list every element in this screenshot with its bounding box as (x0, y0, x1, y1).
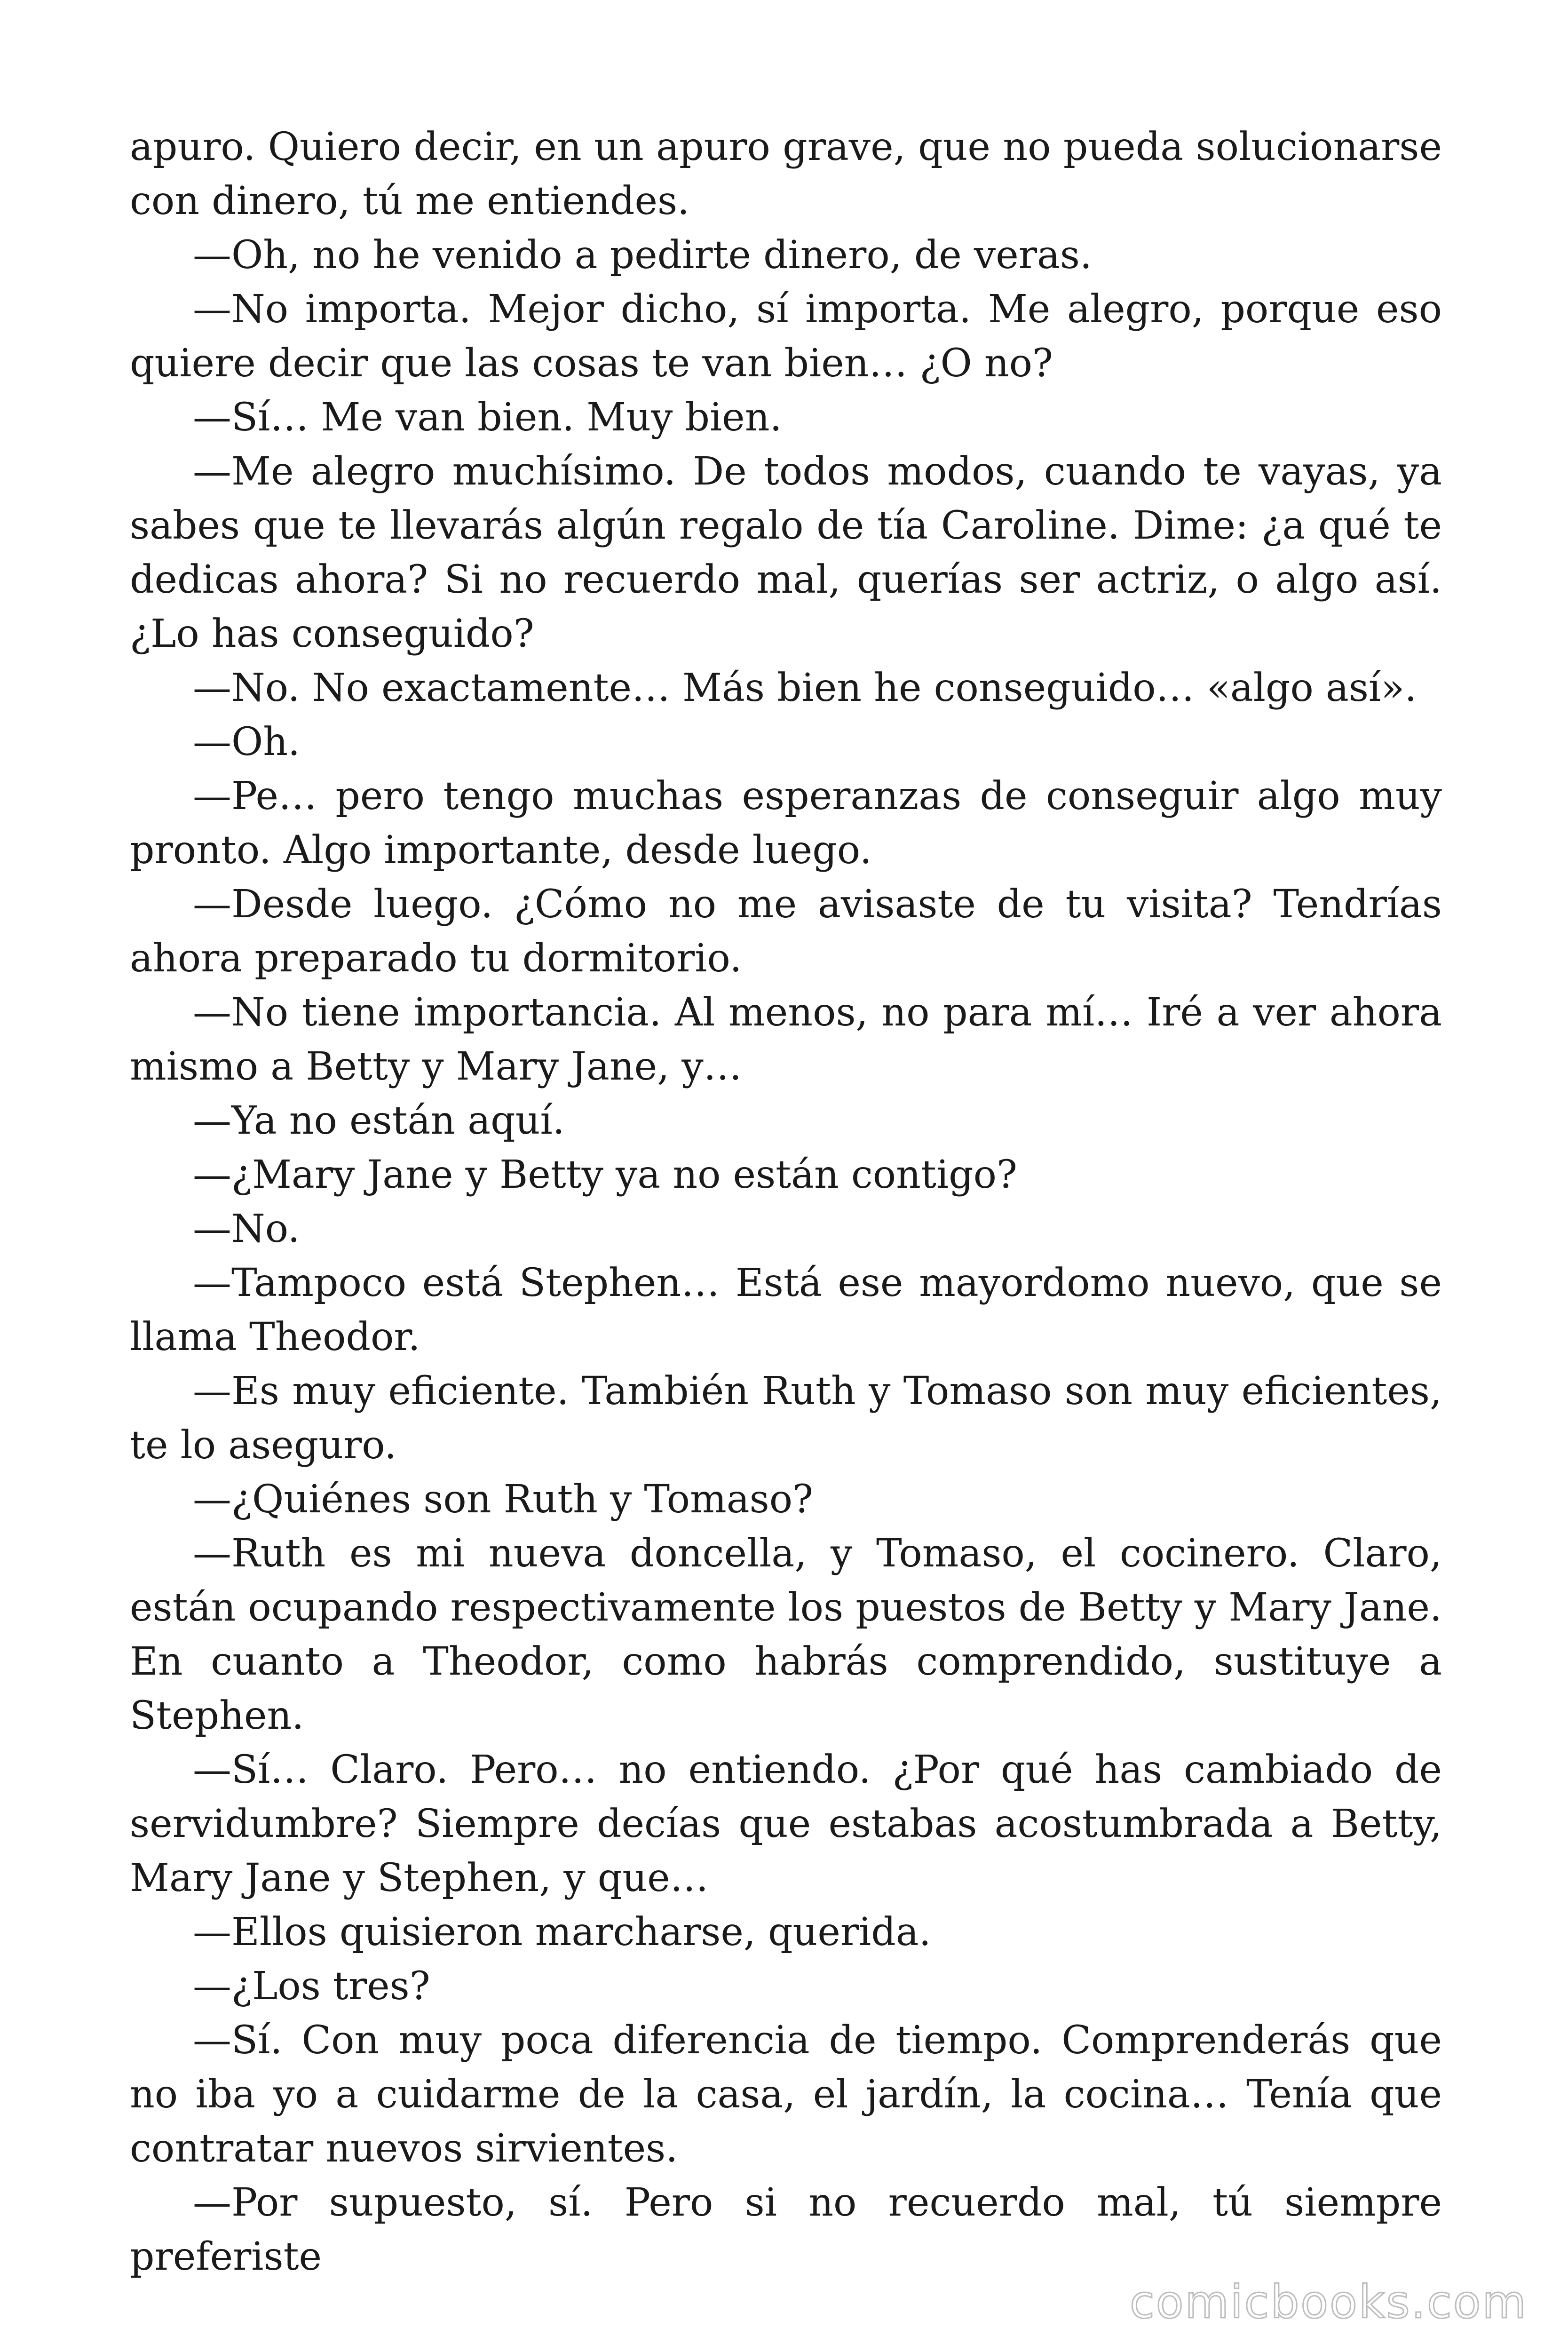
paragraph: —Sí. Con muy poca diferencia de tiempo. Comprenderás que no iba yo a cuidarme de la casa, el jardín, la cocina… Tenía que contratar nuevos sirvientes. (130, 2018, 1442, 2171)
paragraph: —Es muy eficiente. También Ruth y Tomaso son muy eficientes, te lo aseguro. (130, 1369, 1442, 1468)
watermark: comicbooks.com (1129, 2276, 1528, 2328)
paragraph: —¿Quiénes son Ruth y Tomaso? (193, 1477, 814, 1522)
paragraph: —Oh, no he venido a pedirte dinero, de veras. (193, 233, 1092, 278)
paragraph: —Me alegro muchísimo. De todos modos, cuando te vayas, ya sabes que te llevarás algún regalo de tía Caroline. Dime: ¿a qué te dedicas ahora? Si no recuerdo mal, querías ser actriz, o algo así. ¿Lo has conseguido? (130, 449, 1442, 656)
paragraph: —No. (193, 1207, 300, 1251)
paragraph: —Ruth es mi nueva doncella, y Tomaso, el cocinero. Claro, están ocupando respectivamente los puestos de Betty y Mary Jane. En cuanto a Theodor, como habrás comprendido, sustituye a Stephen. (130, 1531, 1442, 1738)
paragraph: —Ya no están aquí. (193, 1098, 565, 1143)
paragraph: —Sí… Me van bien. Muy bien. (193, 395, 782, 440)
paragraph: —Sí… Claro. Pero… no entiendo. ¿Por qué has cambiado de servidumbre? Siempre decías que estabas acostumbrada a Betty, Mary Jane y Stephen, y que… (130, 1748, 1442, 1900)
paragraph: —No importa. Mejor dicho, sí importa. Me alegro, porque eso quiere decir que las cosas te van bien… ¿O no? (130, 287, 1442, 386)
paragraph: —Oh. (193, 720, 301, 764)
paragraph: —No tiene importancia. Al menos, no para mí… Iré a ver ahora mismo a Betty y Mary Jane, y… (130, 990, 1442, 1089)
paragraph: apuro. Quiero decir, en un apuro grave, que no pueda solucionarse con dinero, tú me entiendes. (130, 125, 1442, 223)
paragraph: —No. No exactamente… Más bien he conseguido… «algo así». (193, 666, 1417, 710)
paragraph: —Desde luego. ¿Cómo no me avisaste de tu visita? Tendrías ahora preparado tu dormitorio. (130, 882, 1442, 981)
paragraph: —Pe… pero tengo muchas esperanzas de conseguir algo muy pronto. Algo importante, desde luego. (130, 774, 1442, 873)
page-body-text (130, 120, 1442, 2284)
paragraph: —Ellos quisieron marcharse, querida. (193, 1910, 931, 1955)
paragraph: —Tampoco está Stephen… Está ese mayordomo nuevo, que se llama Theodor. (130, 1261, 1442, 1359)
paragraph: —Por supuesto, sí. Pero si no recuerdo mal, tú siempre preferiste (130, 2180, 1442, 2279)
paragraph: —¿Los tres? (193, 1964, 430, 2009)
paragraph: —¿Mary Jane y Betty ya no están contigo? (193, 1152, 1017, 1197)
